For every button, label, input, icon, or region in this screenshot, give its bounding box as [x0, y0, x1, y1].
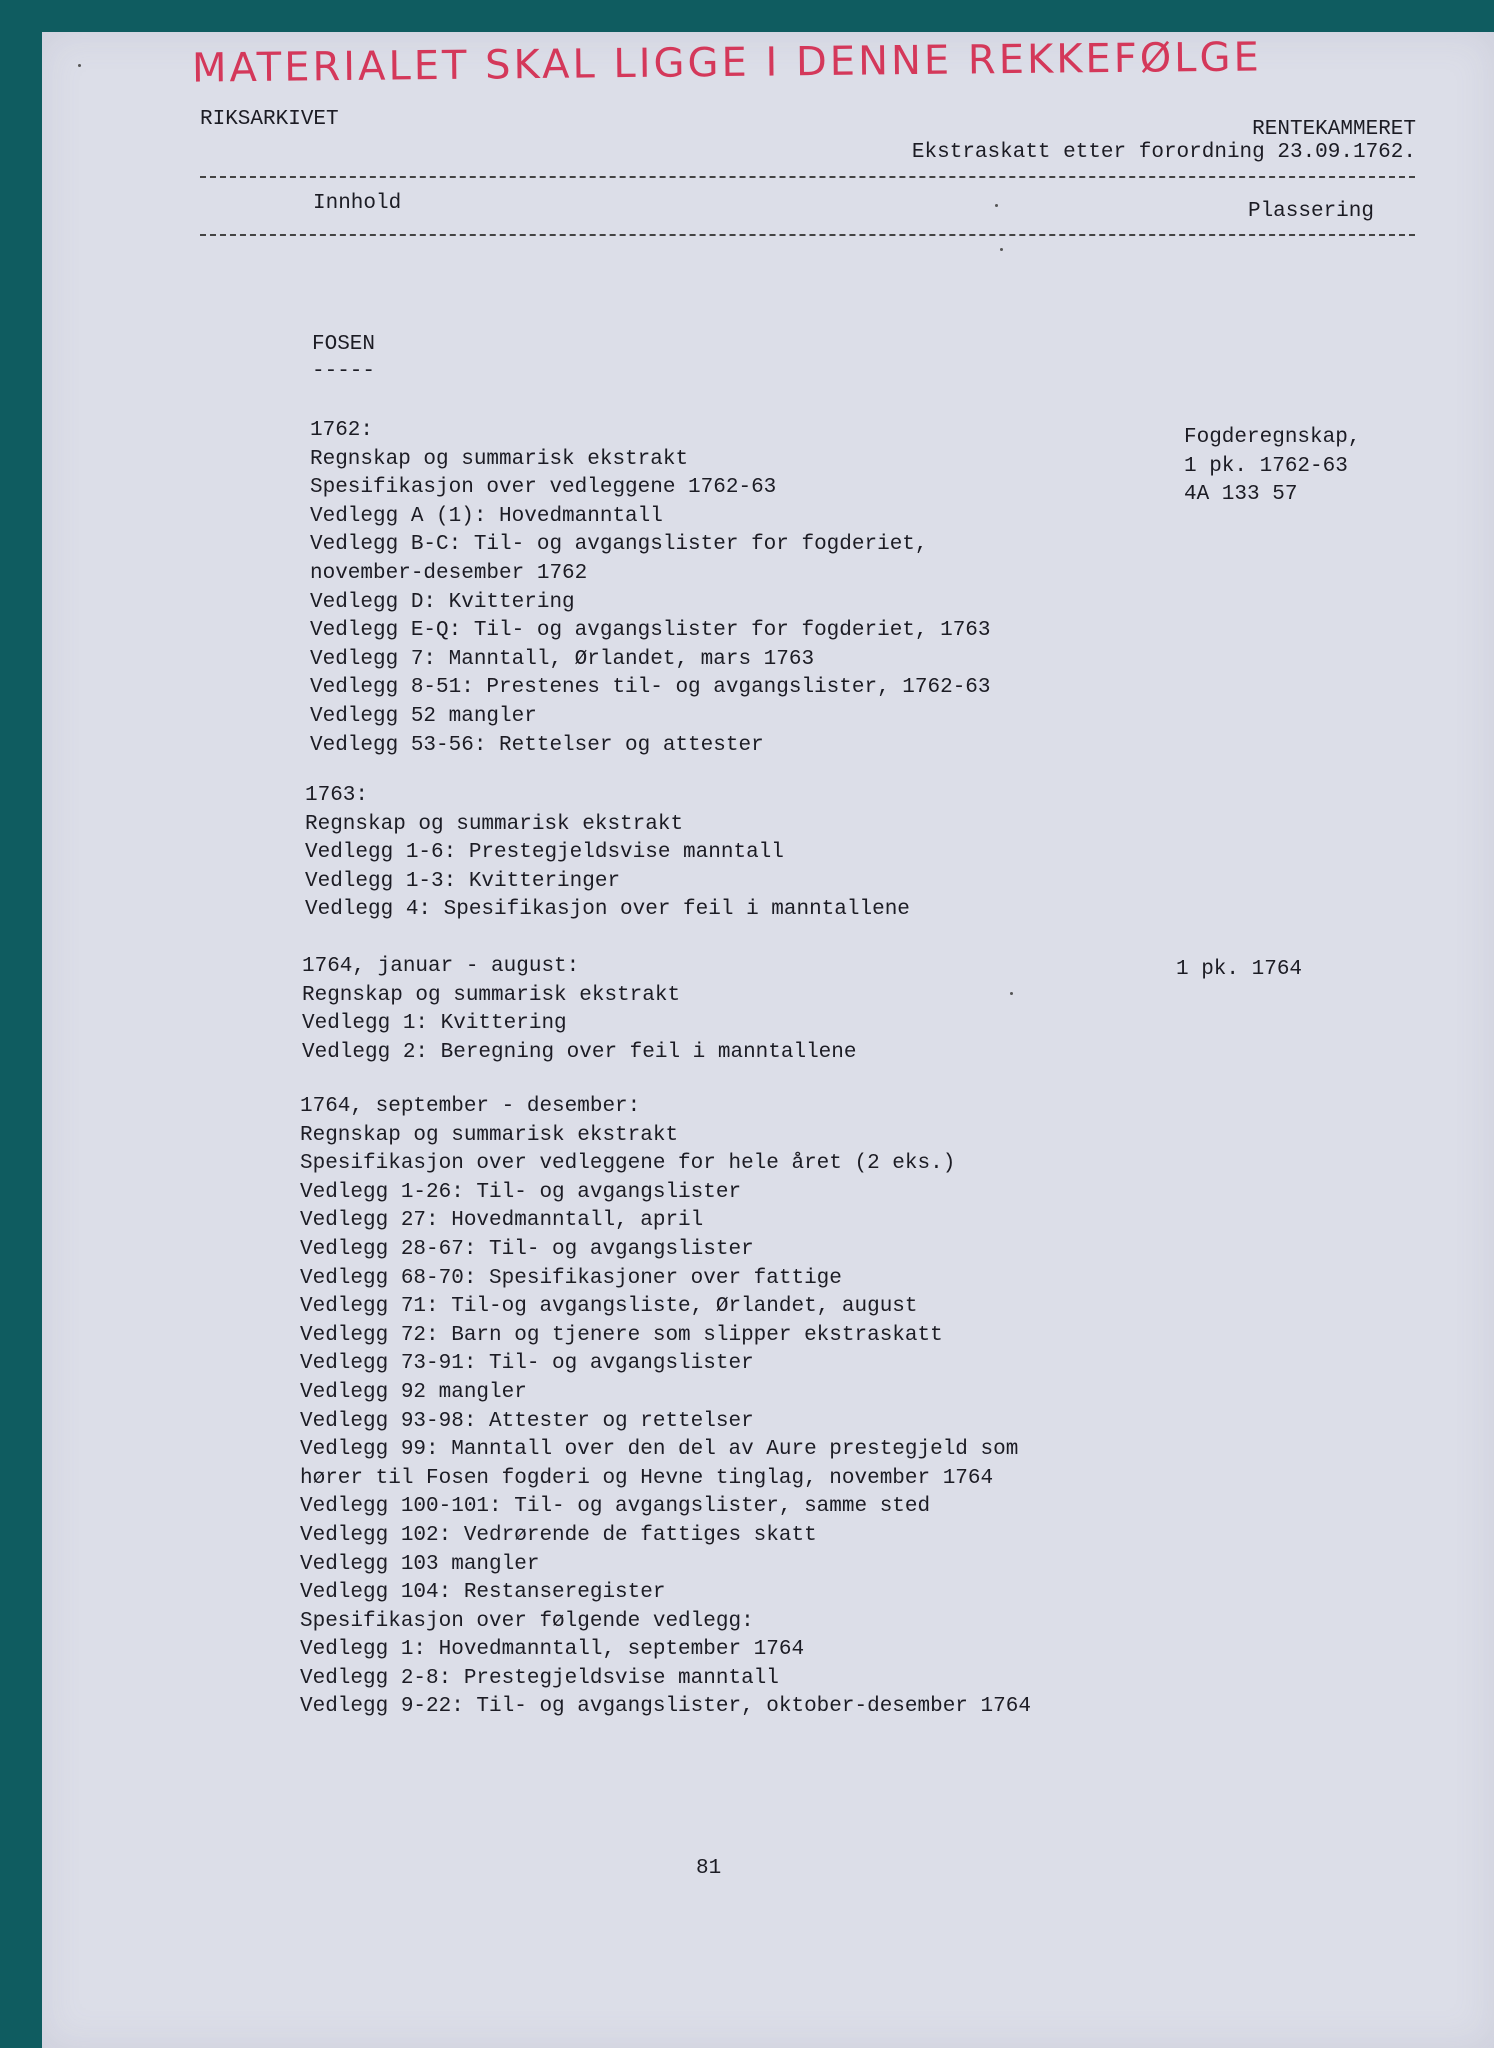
speck: [995, 204, 998, 207]
list-item: Vedlegg 1-26: Til- og avgangslister: [300, 1180, 742, 1204]
list-item: Vedlegg 71: Til-og avgangsliste, Ørlandet, august: [300, 1295, 918, 1319]
block-1764-jan-aug: [302, 953, 857, 1067]
section-title: FOSEN: [312, 333, 376, 356]
speck: [1010, 992, 1013, 995]
list-item: 1 pk. 1762-63: [1184, 454, 1348, 478]
list-item: Vedlegg 2: Beregning over feil i manntallene: [302, 1040, 857, 1064]
list-item: Vedlegg 7: Manntall, Ørlandet, mars 1763: [310, 647, 815, 671]
list-item: hører til Fosen fogderi og Hevne tinglag, november 1764: [300, 1466, 994, 1490]
list-item: Vedlegg 28-67: Til- og avgangslister: [300, 1237, 754, 1261]
divider-top: [200, 176, 1415, 178]
list-item: Spesifikasjon over følgende vedlegg:: [300, 1609, 754, 1633]
location-1764: 1 pk. 1764: [1176, 958, 1303, 981]
location-1762: [1184, 424, 1360, 510]
location-list: [1184, 424, 1360, 510]
list-item: Vedlegg 27: Hovedmanntall, april: [300, 1209, 704, 1233]
block-1762: [310, 417, 991, 760]
section-underline: -----: [312, 360, 376, 383]
entry-list: [302, 982, 857, 1068]
block-heading: 1762:: [310, 419, 374, 442]
list-item: Vedlegg 104: Restanseregister: [300, 1581, 666, 1605]
list-item: Vedlegg 53-56: Rettelser og attester: [310, 733, 764, 757]
list-item: Vedlegg 93-98: Attester og rettelser: [300, 1409, 754, 1433]
page-number: 81: [696, 1857, 722, 1880]
list-item: Vedlegg 1: Hovedmanntall, september 1764: [300, 1638, 805, 1662]
entry-list: [310, 446, 991, 761]
list-item: Vedlegg 102: Vedrørende de fattiges skatt: [300, 1523, 817, 1547]
list-item: Vedlegg 1: Kvittering: [302, 1012, 567, 1036]
list-item: Vedlegg 8-51: Prestenes til- og avgangslister, 1762-63: [310, 676, 991, 700]
block-heading: 1764, januar - august:: [302, 955, 580, 978]
list-item: Vedlegg A (1): Hovedmanntall: [310, 504, 663, 528]
list-item: Vedlegg 9-22: Til- og avgangslister, oktober-desember 1764: [300, 1695, 1031, 1719]
block-heading: 1764, september - desember:: [300, 1095, 641, 1118]
list-item: 4A 133 57: [1184, 483, 1298, 507]
block-1763: [305, 782, 910, 925]
list-item: Vedlegg 103 mangler: [300, 1552, 540, 1576]
list-item: Vedlegg 73-91: Til- og avgangslister: [300, 1352, 754, 1376]
list-item: Vedlegg D: Kvittering: [310, 590, 575, 614]
list-item: Vedlegg 52 mangler: [310, 704, 537, 728]
header-department: RENTEKAMMERET: [1252, 118, 1416, 141]
list-item: november-desember 1762: [310, 561, 588, 585]
list-item: Vedlegg 1-3: Kvitteringer: [305, 869, 621, 893]
speck: [1000, 248, 1003, 251]
column-content-heading: Innhold: [313, 192, 402, 215]
entry-list: [305, 811, 910, 925]
list-item: Vedlegg B-C: Til- og avgangslister for fogderiet,: [310, 533, 928, 557]
list-item: Vedlegg E-Q: Til- og avgangslister for fogderiet, 1763: [310, 619, 991, 643]
list-item: Regnskap og summarisk ekstrakt: [310, 447, 689, 471]
divider-bottom: [200, 234, 1415, 236]
list-item: Vedlegg 2-8: Prestegjeldsvise manntall: [300, 1666, 779, 1690]
list-item: Vedlegg 4: Spesifikasjon over feil i manntallene: [305, 898, 910, 922]
list-item: Regnskap og summarisk ekstrakt: [300, 1123, 679, 1147]
list-item: Vedlegg 100-101: Til- og avgangslister, samme sted: [300, 1495, 931, 1519]
list-item: Spesifikasjon over vedleggene 1762-63: [310, 476, 777, 500]
list-item: Spesifikasjon over vedleggene for hele året (2 eks.): [300, 1152, 956, 1176]
list-item: Vedlegg 1-6: Prestegjeldsvise manntall: [305, 841, 784, 865]
speck: [78, 64, 81, 67]
list-item: Regnskap og summarisk ekstrakt: [302, 983, 681, 1007]
list-item: Fogderegnskap,: [1184, 426, 1361, 449]
header-subject: Ekstraskatt etter forordning 23.09.1762.: [911, 141, 1416, 164]
entry-list: [300, 1122, 1031, 1722]
handwritten-note: MATERIALET SKAL LIGGE I DENNE REKKEFØLGE: [191, 34, 1262, 92]
block-1764-sep-des: [300, 1093, 1031, 1722]
block-heading: 1763:: [305, 784, 369, 807]
list-item: Vedlegg 72: Barn og tjenere som slipper ekstraskatt: [300, 1323, 943, 1347]
list-item: Vedlegg 68-70: Spesifikasjoner over fattige: [300, 1266, 842, 1290]
list-item: Regnskap og summarisk ekstrakt: [305, 812, 684, 836]
header-archive: RIKSARKIVET: [200, 108, 339, 131]
list-item: Vedlegg 92 mangler: [300, 1380, 527, 1404]
list-item: Vedlegg 99: Manntall over den del av Aure prestegjeld som: [300, 1438, 1019, 1462]
column-location-heading: Plassering: [1247, 200, 1374, 223]
